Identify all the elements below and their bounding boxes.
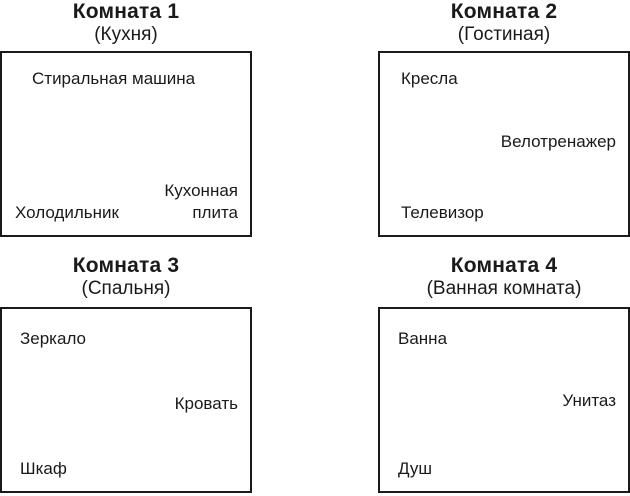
room-3: [0, 254, 252, 493]
room-1-title: Комната 1: [72, 0, 180, 23]
item-shower: Душ: [398, 459, 433, 478]
room-4-title: Комната 4: [450, 254, 558, 277]
room-2-subtitle: (Гостиная): [457, 24, 551, 45]
item-wardrobe: Шкаф: [20, 459, 67, 478]
item-tv: Телевизор: [401, 203, 484, 222]
item-toilet: Унитаз: [562, 391, 616, 410]
room-2-box: [378, 51, 630, 237]
room-3-title: Комната 3: [72, 254, 180, 277]
room-2: [378, 0, 630, 237]
item-mirror: Зеркало: [20, 329, 87, 348]
item-refrigerator: Холодильник: [15, 203, 119, 222]
room-3-box: [0, 307, 252, 493]
item-bed: Кровать: [174, 394, 238, 413]
room-3-subtitle: (Спальня): [81, 278, 171, 299]
room-4: [378, 254, 630, 493]
item-armchairs: Кресла: [401, 69, 458, 88]
item-exercise-bike: Велотренажер: [500, 132, 616, 151]
item-stove-line1: Кухонная: [164, 181, 238, 200]
item-stove-line2: плита: [192, 203, 238, 222]
room-4-subtitle: (Ванная комната): [426, 278, 582, 299]
room-4-box: [378, 307, 630, 493]
item-bathtub: Ванна: [398, 329, 448, 348]
room-1-box: [0, 51, 252, 237]
room-2-title: Комната 2: [450, 0, 558, 23]
item-washing-machine: Стиральная машина: [32, 69, 196, 88]
room-1-subtitle: (Кухня): [94, 24, 158, 45]
room-1: [0, 0, 252, 237]
